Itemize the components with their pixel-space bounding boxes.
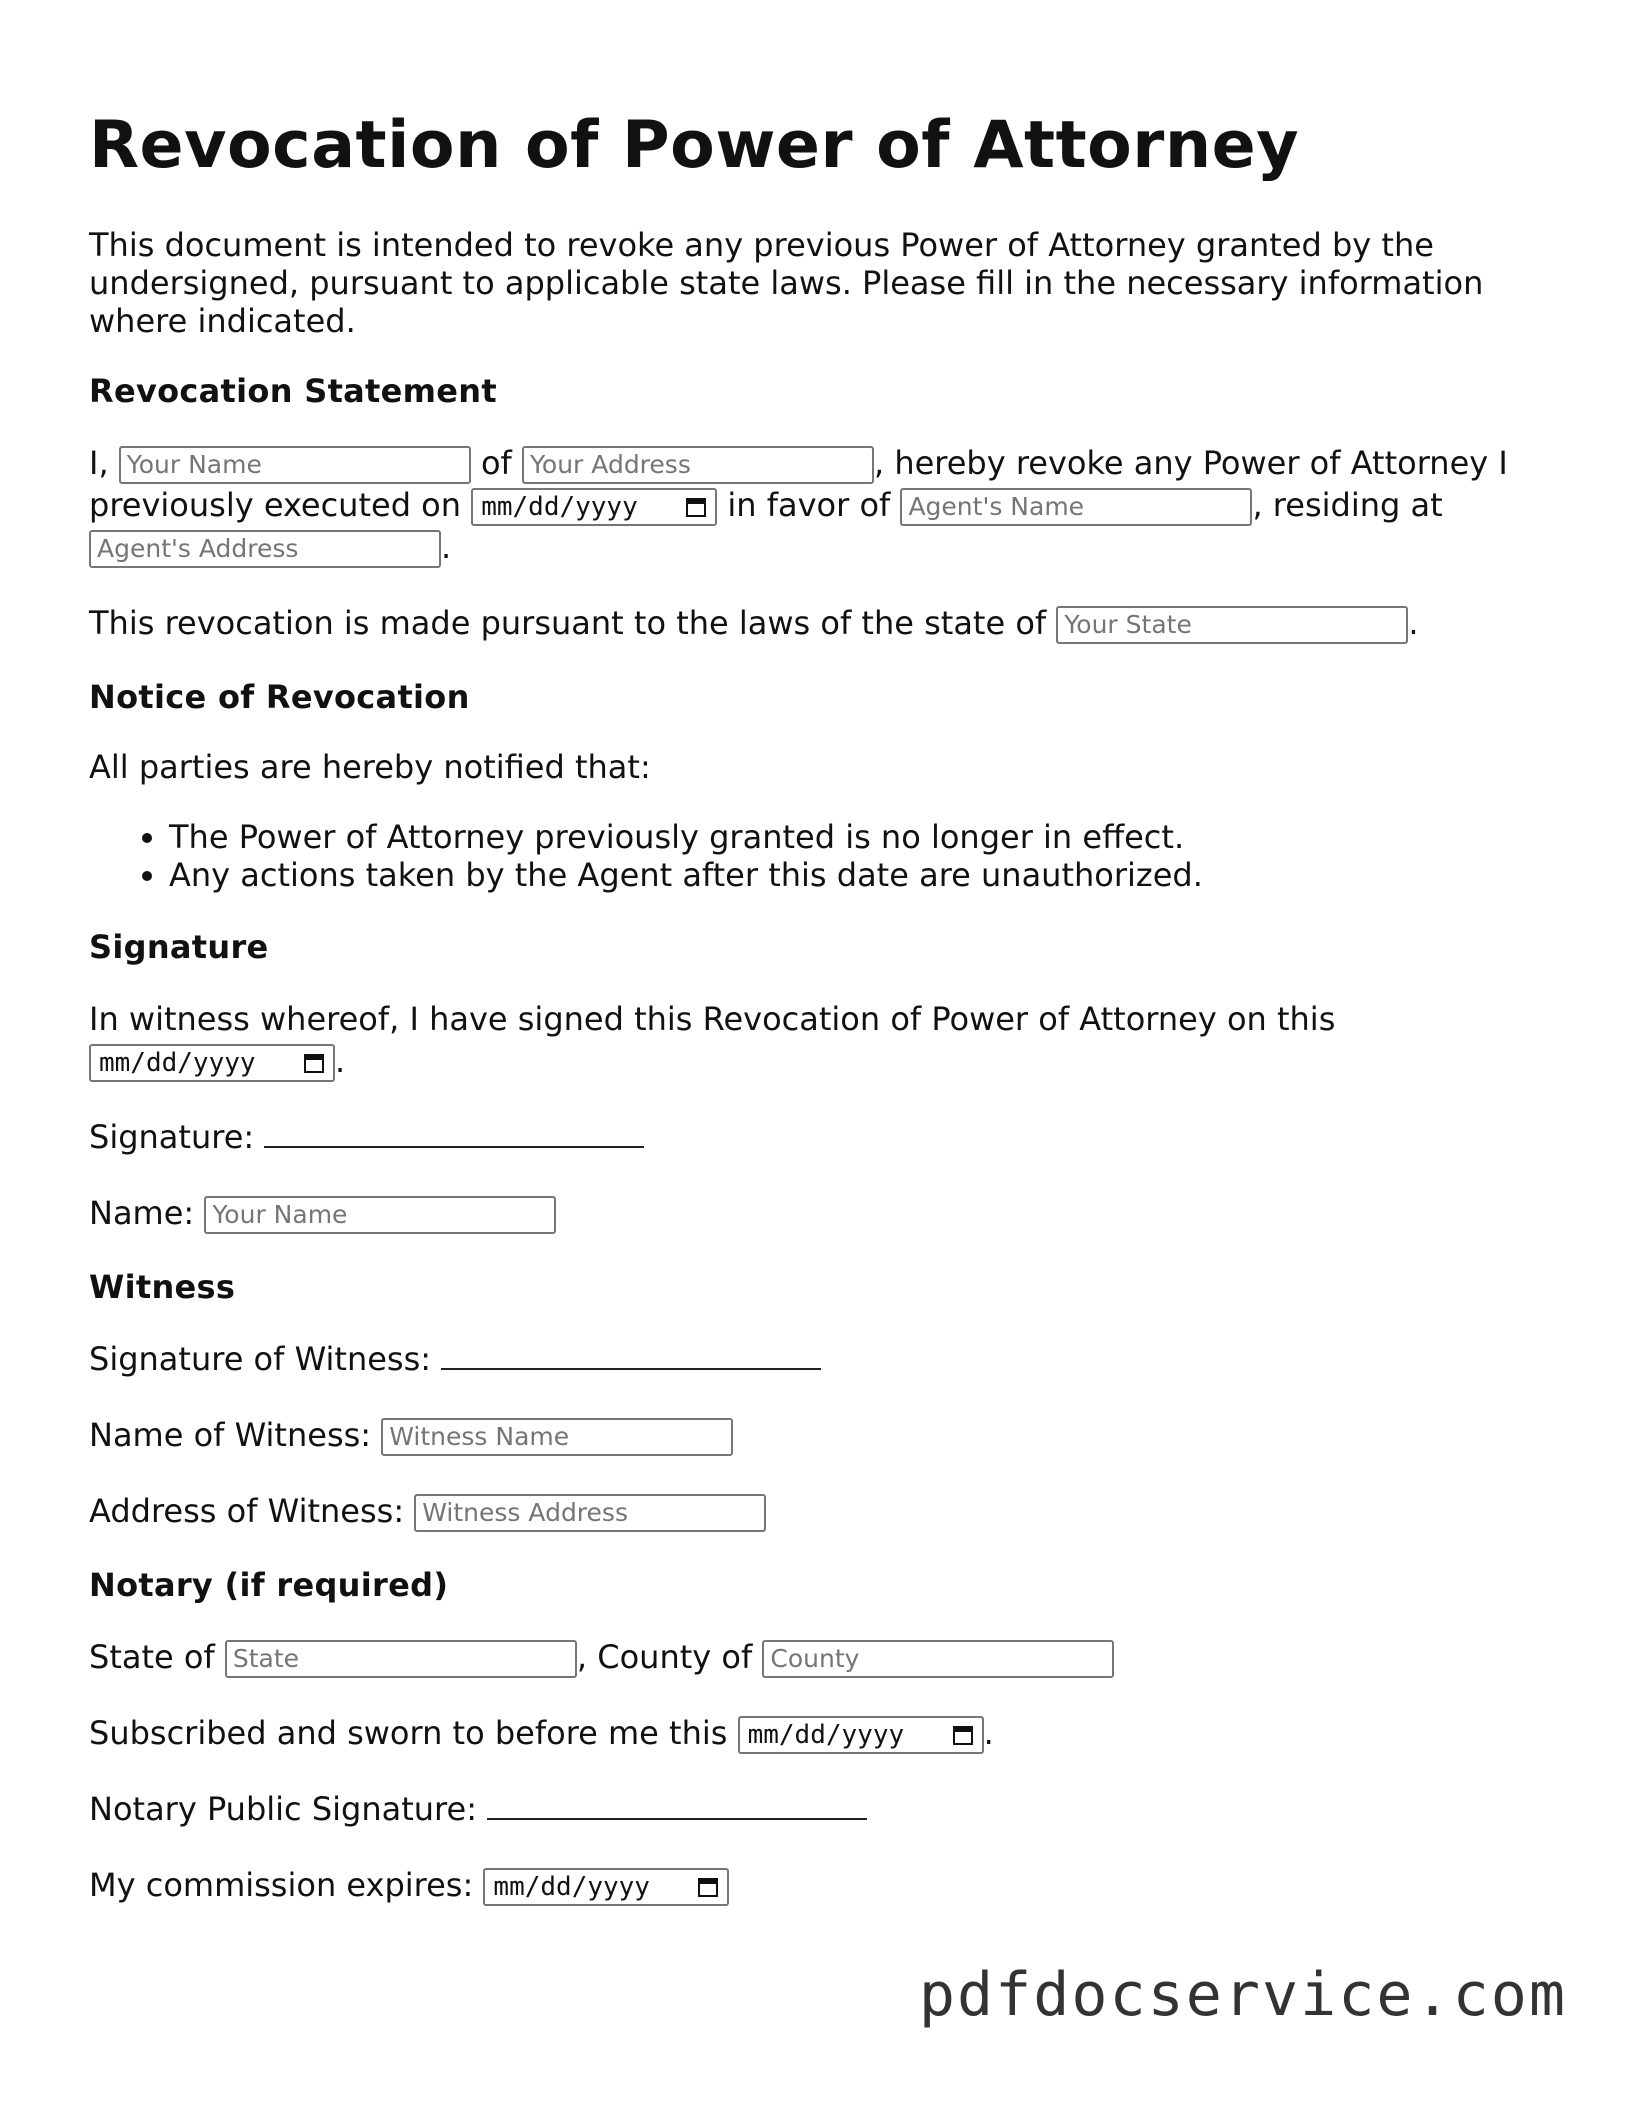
your-state-input[interactable]: [1056, 606, 1408, 644]
notice-list: [89, 818, 1537, 894]
notary-state-label: State of: [89, 1637, 225, 1676]
state-statement: [89, 602, 1537, 644]
sworn-end: .: [983, 1713, 994, 1752]
signature-label: Signature:: [89, 1117, 265, 1156]
your-address-input[interactable]: [522, 446, 874, 484]
witness-statement: [89, 998, 1537, 1082]
witness-heading: Witness: [89, 1267, 236, 1306]
commission-row: [89, 1864, 1537, 1906]
name-label: Name:: [89, 1193, 205, 1232]
witness-name-input[interactable]: [381, 1418, 733, 1456]
commission-date-input[interactable]: [483, 1868, 729, 1906]
notary-location-row: [89, 1636, 1537, 1678]
watermark: pdfdocservice.com: [918, 1960, 1567, 2030]
executed-date-input[interactable]: [471, 488, 717, 526]
commission-label: My commission expires:: [89, 1865, 484, 1904]
notary-county-input[interactable]: [762, 1640, 1114, 1678]
witness-statement-end: .: [335, 1041, 346, 1080]
revocation-text-4: in favor of: [717, 485, 901, 524]
agent-address-input[interactable]: [89, 530, 441, 568]
revocation-statement: [89, 442, 1537, 568]
name-row: [89, 1192, 1537, 1234]
sworn-date-input[interactable]: [738, 1716, 984, 1754]
revocation-text-3: , hereby revoke any Power of Attorney I previously executed on: [89, 443, 1508, 524]
page-title: Revocation of Power of Attorney: [89, 108, 1300, 183]
notary-signature-label: Notary Public Signature:: [89, 1789, 488, 1828]
list-item: • The Power of Attorney previously granted is no longer in effect.: [169, 818, 1537, 856]
signature-line: [264, 1116, 644, 1148]
executed-date-value: mm/dd/yyyy: [481, 491, 638, 522]
sworn-text: Subscribed and sworn to before me this: [89, 1713, 738, 1752]
notary-signature-line: [487, 1788, 867, 1820]
calendar-icon[interactable]: [685, 496, 707, 518]
notary-signature-row: [89, 1788, 1537, 1830]
your-name-input[interactable]: [119, 446, 471, 484]
signer-name-input[interactable]: [204, 1196, 556, 1234]
notary-heading: Notary (if required): [89, 1565, 449, 1604]
witness-address-row: [89, 1490, 1537, 1532]
notary-state-input[interactable]: [225, 1640, 577, 1678]
witness-signature-line: [441, 1338, 821, 1370]
agent-name-input[interactable]: [900, 488, 1252, 526]
notice-text: All parties are hereby notified that:: [89, 747, 651, 786]
notice-heading: Notice of Revocation: [89, 677, 470, 716]
revocation-text-1: I,: [89, 443, 119, 482]
witness-name-label: Name of Witness:: [89, 1415, 382, 1454]
sworn-date-value: mm/dd/yyyy: [747, 1719, 905, 1750]
intro-text: This document is intended to revoke any previous Power of Attorney granted by the undersigned, pursuant to applicable state laws. Please fill in the necessary information where indicated.: [89, 225, 1484, 340]
calendar-icon[interactable]: [952, 1724, 974, 1746]
witness-signature-row: [89, 1338, 1537, 1380]
signed-date-value: mm/dd/yyyy: [99, 1047, 256, 1078]
witness-address-input[interactable]: [414, 1494, 766, 1532]
revocation-text-2: of: [470, 443, 522, 482]
calendar-icon[interactable]: [697, 1876, 719, 1898]
revocation-text-6: .: [441, 527, 452, 566]
list-item: • Any actions taken by the Agent after this date are unauthorized.: [169, 856, 1537, 894]
signature-row: [89, 1116, 1537, 1158]
state-text-end: .: [1408, 603, 1419, 642]
signature-heading: Signature: [89, 927, 269, 966]
revocation-text-5: , residing at: [1252, 485, 1443, 524]
sworn-row: [89, 1712, 1537, 1754]
calendar-icon[interactable]: [303, 1052, 325, 1074]
revocation-heading: Revocation Statement: [89, 371, 497, 410]
witness-statement-text: In witness whereof, I have signed this Revocation of Power of Attorney on this: [89, 999, 1336, 1038]
witness-address-label: Address of Witness:: [89, 1491, 415, 1530]
witness-name-row: [89, 1414, 1537, 1456]
state-text: This revocation is made pursuant to the laws of the state of: [89, 603, 1057, 642]
signed-date-input[interactable]: [89, 1044, 335, 1082]
notary-county-label: , County of: [576, 1637, 763, 1676]
witness-signature-label: Signature of Witness:: [89, 1339, 442, 1378]
commission-date-value: mm/dd/yyyy: [493, 1871, 650, 1902]
